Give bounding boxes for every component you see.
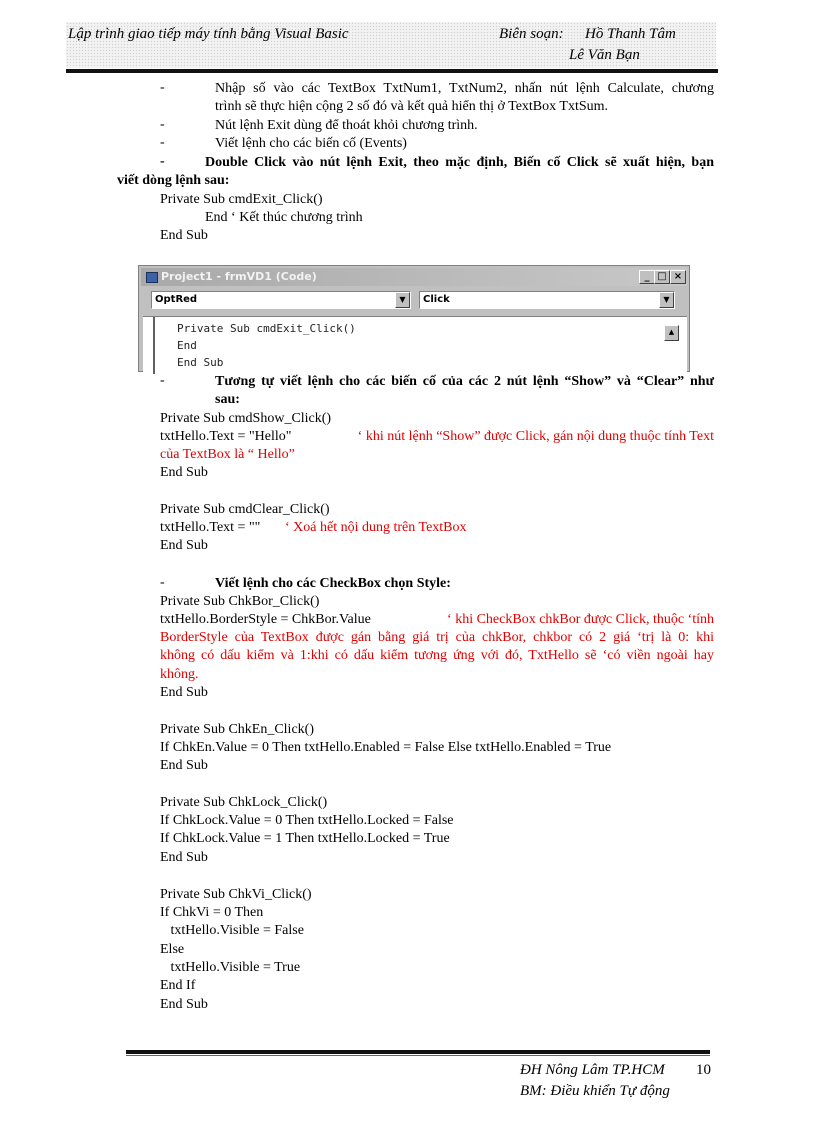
page-number: 10 — [696, 1062, 711, 1078]
code-line: If ChkLock.Value = 0 Then txtHello.Locked = False — [160, 813, 454, 828]
maximize-button[interactable]: □ — [654, 270, 670, 284]
bullet-dash: - — [160, 373, 165, 388]
project-icon — [146, 272, 158, 283]
window-titlebar — [141, 268, 687, 286]
code-line: txtHello.BorderStyle = ChkBor.Value — [160, 612, 371, 627]
code-line: If ChkEn.Value = 0 Then txtHello.Enabled = False Else txtHello.Enabled = True — [160, 740, 612, 755]
code-line: Private Sub ChkLock_Click() — [160, 795, 328, 810]
compiled-by-label: Biên soạn: — [499, 26, 564, 42]
code-line: End Sub — [160, 758, 208, 773]
author-1: Hồ Thanh Tâm — [585, 26, 676, 42]
code-comment: không có dấu kiểm và 1:khi có dấu kiểm tương ứng với đó, TxtHello sẽ ‘có viền ngoài hay — [160, 648, 714, 663]
code-comment: của TextBox là “ Hello” — [160, 447, 295, 462]
code-line: Private Sub ChkVi_Click() — [160, 887, 312, 902]
code-comment: ‘ khi CheckBox chkBor được Click, thuộc ‘tính — [447, 612, 714, 627]
procedure-combo-value: Click — [423, 294, 450, 305]
code-comment: ‘ Xoá hết nội dung trên TextBox — [285, 520, 467, 535]
close-button[interactable]: × — [670, 270, 686, 284]
code-comment: không. — [160, 667, 199, 682]
code-line: txtHello.Visible = True — [160, 960, 301, 975]
code-line: Private Sub ChkEn_Click() — [160, 722, 314, 737]
code-line: Private Sub ChkBor_Click() — [160, 594, 320, 609]
code-line: End Sub — [160, 850, 208, 865]
code-line: Private Sub cmdClear_Click() — [160, 502, 330, 517]
editor-code-line: End — [177, 339, 197, 352]
scroll-up-icon[interactable]: ▲ — [664, 325, 679, 341]
editor-code-line: Private Sub cmdExit_Click() — [177, 322, 356, 335]
code-comment: ‘ khi nút lệnh “Show” được Click, gán nội dung thuộc tính Text — [357, 429, 714, 444]
instruction-text: Viết lệnh cho các CheckBox chọn Style: — [215, 576, 451, 591]
page-header — [66, 22, 716, 68]
code-line: If ChkLock.Value = 1 Then txtHello.Locked = True — [160, 831, 450, 846]
bullet-dash: - — [160, 575, 165, 590]
bullet-text: Viết lệnh cho các biến cố (Events) — [215, 136, 407, 151]
code-line: Private Sub cmdExit_Click() — [160, 192, 323, 207]
footer-rule-thin — [126, 1055, 710, 1056]
code-line: txtHello.Text = "" — [160, 520, 261, 535]
code-line: End Sub — [160, 228, 208, 243]
minimize-button[interactable]: _ — [639, 270, 655, 284]
object-combo[interactable] — [151, 291, 411, 309]
instruction-text: Double Click vào nút lệnh Exit, theo mặc định, Biến cố Click sẽ xuất hiện, bạn — [205, 155, 714, 170]
code-line: txtHello.Text = "Hello" — [160, 429, 292, 444]
code-line: End Sub — [160, 465, 208, 480]
header-rule — [66, 69, 718, 73]
instruction-text: viết dòng lệnh sau: — [117, 173, 230, 188]
footer-rule — [126, 1050, 710, 1054]
code-line: End Sub — [160, 538, 208, 553]
bullet-dash: - — [160, 154, 165, 169]
instruction-text: Tương tự viết lệnh cho các biến cố của các 2 nút lệnh “Show” và “Clear” như — [215, 374, 714, 389]
code-line: Private Sub cmdShow_Click() — [160, 411, 332, 426]
margin-indicator-bar — [143, 317, 155, 374]
chevron-down-icon[interactable]: ▼ — [395, 292, 410, 308]
bullet-text: Nút lệnh Exit dùng để thoát khỏi chương trình. — [215, 118, 478, 133]
procedure-combo[interactable] — [419, 291, 675, 309]
bullet-text: trình sẽ thực hiện cộng 2 số đó và kết quả hiển thị ở TextBox TxtSum. — [215, 99, 609, 114]
bullet-dash: - — [160, 80, 165, 95]
code-line: End ‘ Kết thúc chương trình — [205, 210, 363, 225]
bullet-dash: - — [160, 135, 165, 150]
code-comment: BorderStyle của TextBox được gán bằng giá trị của chkBor, chkbor có 2 giá ‘trị là 0: khi — [160, 630, 714, 645]
author-2: Lê Văn Bạn — [569, 47, 640, 63]
code-line: End If — [160, 978, 196, 993]
code-line: Else — [160, 942, 185, 957]
editor-code-line: End Sub — [177, 356, 224, 369]
code-window — [138, 265, 690, 372]
window-title: Project1 - frmVD1 (Code) — [161, 270, 317, 283]
footer-school: ĐH Nông Lâm TP.HCM — [520, 1062, 665, 1078]
code-editor[interactable] — [143, 316, 687, 374]
code-line: If ChkVi = 0 Then — [160, 905, 264, 920]
bullet-text: Nhập số vào các TextBox TxtNum1, TxtNum2, nhấn nút lệnh Calculate, chương — [215, 81, 714, 96]
code-line: End Sub — [160, 685, 208, 700]
bullet-dash: - — [160, 117, 165, 132]
chevron-down-icon[interactable]: ▼ — [659, 292, 674, 308]
code-line: End Sub — [160, 997, 208, 1012]
code-line: txtHello.Visible = False — [160, 923, 304, 938]
object-combo-value: OptRed — [155, 294, 198, 305]
footer-department: BM: Điều khiển Tự động — [520, 1083, 670, 1099]
instruction-text: sau: — [215, 392, 240, 407]
document-title: Lập trình giao tiếp máy tính bằng Visual Basic — [68, 26, 349, 42]
